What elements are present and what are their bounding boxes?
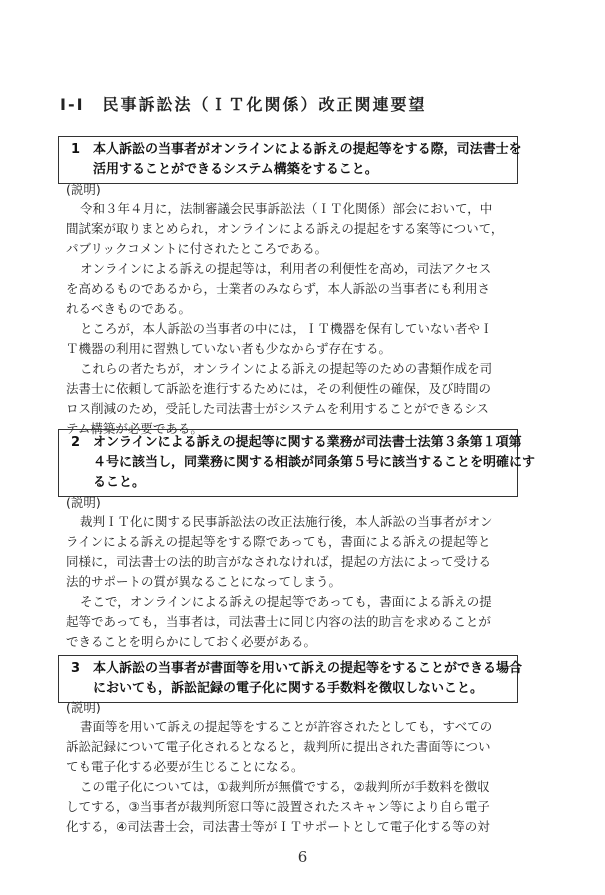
item-2-paragraph-2: そこで，オンラインによる訴えの提起等であっても，書面による訴えの提 起等であっても，当事者は，司法書士に同じ内容の法的助言を求めることが できることを明らかにしておく必要がある。 [66,594,492,649]
item-1-heading-line-1: 本人訴訟の当事者がオンラインによる訴えの提起等をする際，司法書士を [93,142,522,157]
item-3-heading-box [58,655,523,703]
page-number: 6 [297,848,308,866]
item-3-paragraph-1: 書面等を用いて訴えの提起等をすることが許容されたとしても，すべての 訴訟記録について電子化されるとなると，裁判所に提出された書面等につい ても電子化する必要が生じることになる。 [66,719,493,774]
item-2-heading-line-1: オンラインによる訴えの提起等に関する業務が司法書士法第３条第１項第 [93,435,522,450]
item-1-explanation [66,181,536,439]
item-3-explanation-label: (説明) [66,700,101,715]
item-2-number: 2 [71,435,81,450]
item-2-paragraph-1: 裁判ＩＴ化に関する民事訴訟法の改正法施行後，本人訴訟の当事者がオン ラインによる訴えの提起等をする際であっても，書面による訴えの提起等と 同様に，司法書士の法的助言がなされなければ，提起の方法によって受ける 法的サポートの質が異なることになってしまう。 [66,514,493,589]
item-2-explanation-label: (説明) [66,495,101,510]
item-3-explanation [66,699,536,837]
item-2-heading-line-2: ４号に該当し，同業務に関する相談が同条第５号に該当することを明確にす [93,455,536,470]
item-2-heading-line-3: ること。 [93,475,146,490]
item-2-explanation [66,494,536,652]
item-2-heading-box [58,429,536,497]
item-3-paragraph-2: この電子化については，①裁判所が無償でする，②裁判所が手数料を徴収 してする，③当事者が裁判所窓口等に設置されたスキャン等により自ら電子 化する，④司法書士会，司法書士等がＩＴサポートとして電子化する等の対 [66,779,490,834]
item-1-explanation-label: (説明) [66,182,101,197]
item-3-heading-line-1: 本人訴訟の当事者が書面等を用いて訴えの提起等をすることができる場合 [93,661,523,676]
item-1-paragraph-3: ところが，本人訴訟の当事者の中には，ＩＴ機器を保有していない者やＩ Ｔ機器の利用に習熟していない者も少なからず存在する。 [66,321,493,356]
item-1-number: 1 [71,142,81,157]
item-1-heading-line-2: 活用することができるシステム構築をすること。 [93,162,378,177]
item-3-heading-line-2: においても，訴訟記録の電子化に関する手数料を徴収しないこと。 [93,681,484,696]
item-1-paragraph-2: オンラインによる訴えの提起等は，利用者の利便性を高め，司法アクセス を高めるものであるから，士業者のみならず，本人訴訟の当事者にも利用さ れるべきものである。 [66,261,492,316]
item-1-heading-box [58,136,522,184]
item-3-number: 3 [71,661,81,676]
section-title: I-I 民事訴訟法（ＩＴ化関係）改正関連要望 [60,95,427,114]
item-1-paragraph-4: これらの者たちが，オンラインによる訴えの提起等のための書類作成を司 法書士に依頼して訴訟を進行するためには，その利便性の確保，及び時間の ロス削減のため，受託した司法書士がシステムを利用することができるシス テム構築が必要である。 [66,361,493,436]
item-1-paragraph-1: 令和３年４月に，法制審議会民事訴訟法（ＩＴ化関係）部会において，中 間試案が取りまとめられ，オンラインによる訴えの提起をする案等について， パブリックコメントに付されたところである。 [66,201,504,256]
